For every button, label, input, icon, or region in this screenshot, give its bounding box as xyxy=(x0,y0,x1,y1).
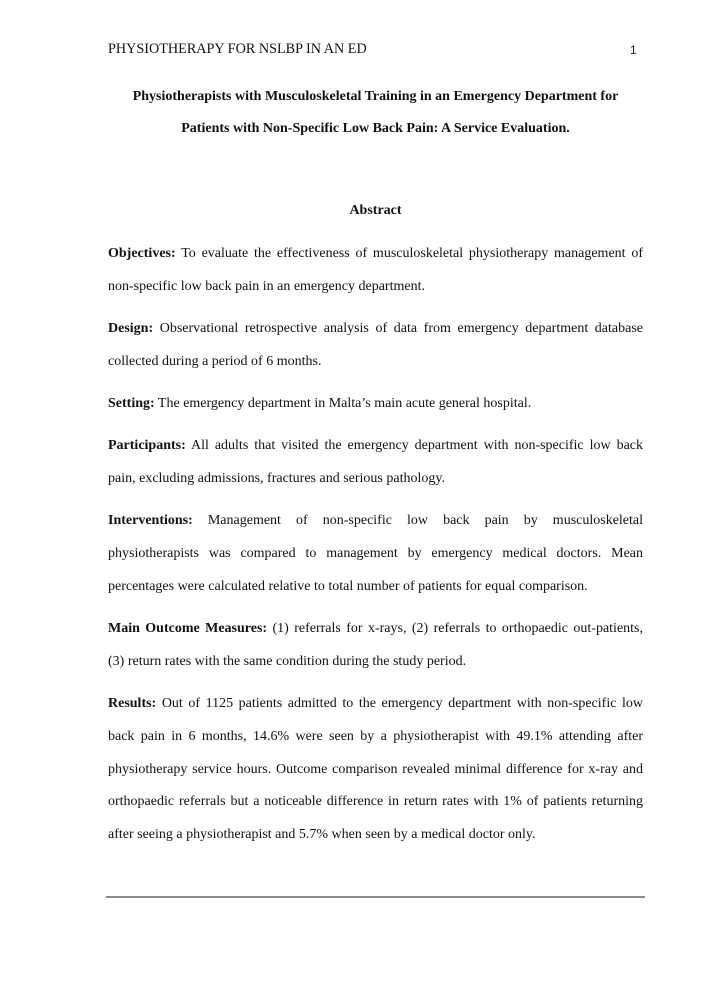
paragraph-line: orthopaedic referrals but a noticeable difference in return rates with 1% of patients returning xyxy=(108,794,643,810)
setting-paragraph xyxy=(108,388,643,421)
paragraph-line: collected during a period of 6 months. xyxy=(108,353,322,369)
paragraph-line: Setting: The emergency department in Malta’s main acute general hospital. xyxy=(108,396,532,411)
paragraph-line: pain, excluding admissions, fractures and serious pathology. xyxy=(108,470,445,486)
paragraph-line: (3) return rates with the same condition during the study period. xyxy=(108,653,467,669)
horizontal-rule xyxy=(106,896,645,898)
main-outcome-measures-paragraph xyxy=(108,613,643,679)
paragraph-line: non-specific low back pain in an emergency department. xyxy=(108,278,425,294)
section-label: Participants: xyxy=(108,438,186,453)
results-paragraph xyxy=(108,688,643,852)
section-label: Design: xyxy=(108,321,154,336)
running-head: PHYSIOTHERAPY FOR NSLBP IN AN ED xyxy=(108,41,367,57)
paragraph-line: percentages were calculated relative to total number of patients for equal comparison. xyxy=(108,578,588,594)
paragraph-line: Objectives: To evaluate the effectiveness of musculoskeletal physiotherapy management of xyxy=(108,246,644,261)
paragraph-line: Main Outcome Measures: (1) referrals for x-rays, (2) referrals to orthopaedic out-patients, xyxy=(108,621,643,636)
paragraph-line: back pain in 6 months, 14.6% were seen by a physiotherapist with 49.1% attending after xyxy=(108,728,643,744)
paragraph-line: physiotherapists was compared to management by emergency medical doctors. Mean xyxy=(108,545,643,561)
participants-paragraph xyxy=(108,430,643,496)
paragraph-line: Results: Out of 1125 patients admitted to the emergency department with non-specific low xyxy=(108,696,643,711)
section-label: Interventions: xyxy=(108,513,193,528)
objectives-paragraph xyxy=(108,238,643,304)
section-label: Setting: xyxy=(108,396,155,411)
title-line-2: Patients with Non-Specific Low Back Pain: A Service Evaluation. xyxy=(181,121,570,136)
section-label: Main Outcome Measures: xyxy=(108,621,268,636)
section-label: Objectives: xyxy=(108,246,176,261)
section-label: Results: xyxy=(108,696,157,711)
page-number: 1 xyxy=(630,43,637,57)
paragraph-line: Participants: All adults that visited the emergency department with non-specific low back xyxy=(108,438,643,453)
paragraph-line: Interventions: Management of non-specific low back pain by musculoskeletal xyxy=(108,513,644,528)
paragraph-line: after seeing a physiotherapist and 5.7% when seen by a medical doctor only. xyxy=(108,827,536,843)
paragraph-line: Design: Observational retrospective analysis of data from emergency department database xyxy=(108,321,643,336)
paragraph-line: physiotherapy service hours. Outcome comparison revealed minimal difference for x-ray and xyxy=(108,761,643,777)
design-paragraph xyxy=(108,313,643,379)
interventions-paragraph xyxy=(108,505,643,603)
title-line-1: Physiotherapists with Musculoskeletal Training in an Emergency Department for xyxy=(132,89,619,104)
abstract-heading: Abstract xyxy=(349,203,402,218)
